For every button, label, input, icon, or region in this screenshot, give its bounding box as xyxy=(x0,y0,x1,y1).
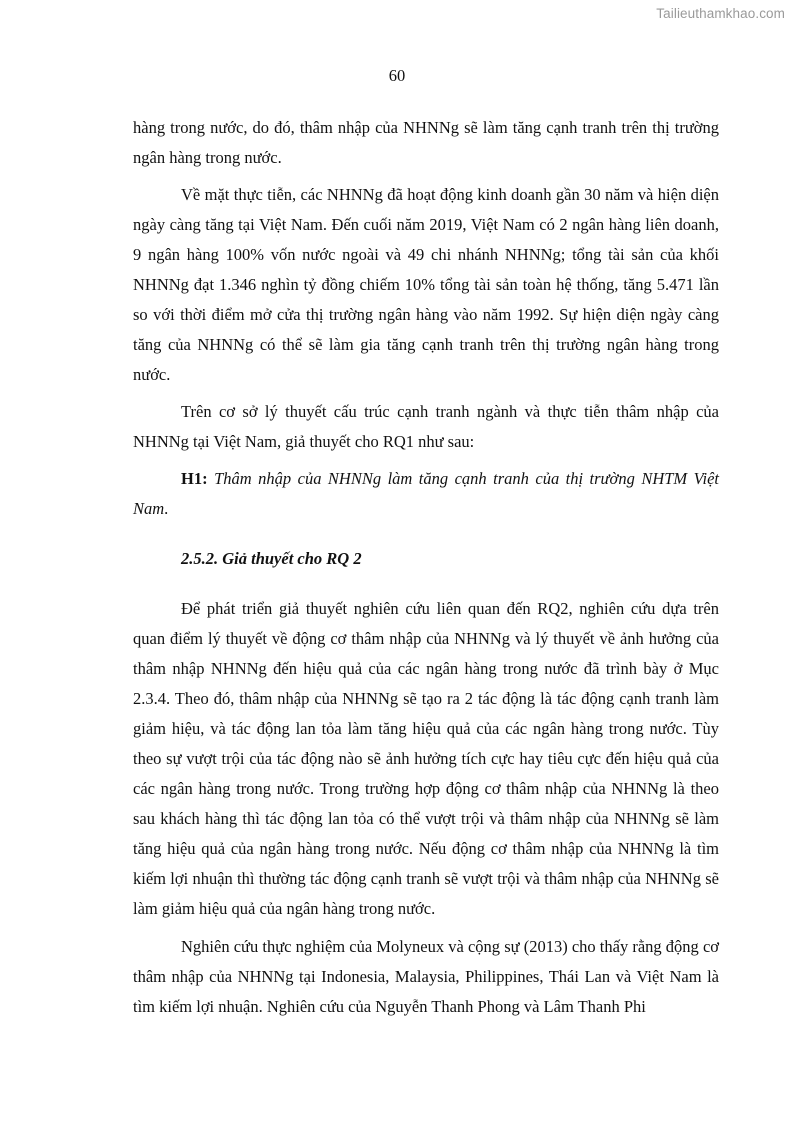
paragraph-rq2-development: Để phát triển giả thuyết nghiên cứu liên quan đến RQ2, nghiên cứu dựa trên quan điểm lý thuyết về động cơ thâm nhập của NHNNg và lý thuyết về ảnh hưởng của thâm nhập NHNNg đến hiệu quả của các ngân hàng trong nước đã trình bày ở Mục 2.3.4. Theo đó, thâm nhập của NHNNg sẽ tạo ra 2 tác động là tác động cạnh tranh làm giảm hiệu, và tác động lan tỏa làm tăng hiệu quả của các ngân hàng trong nước. Tùy theo sự vượt trội của tác động nào sẽ ảnh hưởng tích cực hay tiêu cực đến hiệu quả của các ngân hàng trong nước. Trong trường hợp động cơ thâm nhập của NHNNg là theo sau khách hàng thì tác động lan tỏa có thể vượt trội và thâm nhập của NHNNg sẽ làm tăng hiệu quả của ngân hàng trong nước. Nếu động cơ thâm nhập của NHNNg là tìm kiếm lợi nhuận thì thường tác động cạnh tranh sẽ vượt trội và thâm nhập của NHNNg sẽ làm giảm hiệu quả của ngân hàng trong nước. xyxy=(133,599,719,918)
section-heading-2-5-2: 2.5.2. Giả thuyết cho RQ 2 xyxy=(181,549,362,568)
paragraph-practical-context: Về mặt thực tiễn, các NHNNg đã hoạt động kinh doanh gần 30 năm và hiện diện ngày càng tăng tại Việt Nam. Đến cuối năm 2019, Việt Nam có 2 ngân hàng liên doanh, 9 ngân hàng 100% vốn nước ngoài và 49 chi nhánh NHNNg; tổng tài sản của khối NHNNg đạt 1.346 nghìn tỷ đồng chiếm 10% tổng tài sản toàn hệ thống, tăng 5.471 lần so với thời điểm mở cửa thị trường ngân hàng vào năm 1992. Sự hiện diện ngày càng tăng của NHNNg có thể sẽ làm gia tăng cạnh tranh trên thị trường ngân hàng trong nước. xyxy=(133,185,719,384)
page-number: 60 xyxy=(388,66,406,85)
paragraph-continuation: hàng trong nước, do đó, thâm nhập của NHNNg sẽ làm tăng cạnh tranh trên thị trường ngân hàng trong nước. xyxy=(133,118,719,167)
watermark: Tailieuthamkhao.com xyxy=(656,6,785,21)
paragraph-empirical-studies: Nghiên cứu thực nghiệm của Molyneux và cộng sự (2013) cho thấy rằng động cơ thâm nhập của NHNNg tại Indonesia, Malaysia, Philippines, Thái Lan và Việt Nam là tìm kiếm lợi nhuận. Nghiên cứu của Nguyễn Thanh Phong và Lâm Thanh Phi xyxy=(133,937,719,1016)
hypothesis-text: Thâm nhập của NHNNg làm tăng cạnh tranh của thị trường NHTM Việt Nam xyxy=(133,469,719,518)
hypothesis-h1 xyxy=(133,464,719,524)
hypothesis-end: . xyxy=(164,499,169,518)
hypothesis-label: H1: xyxy=(181,469,208,488)
paragraph-rq1-basis: Trên cơ sở lý thuyết cấu trúc cạnh tranh ngành và thực tiễn thâm nhập của NHNNg tại Việt Nam, giả thuyết cho RQ1 như sau: xyxy=(133,402,719,451)
document-body xyxy=(133,113,719,1022)
